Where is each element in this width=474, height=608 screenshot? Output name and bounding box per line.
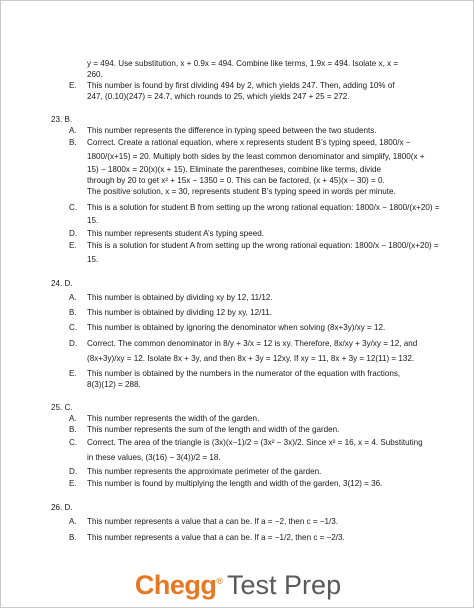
explanation-text: Correct. Create a rational equation, where x represents student B’s typing speed, 1800/x −	[87, 138, 411, 147]
question-number: 24. D.	[51, 279, 73, 288]
explanation-text: This number represents a value that a can be. If a = −2, then c = −1/3.	[87, 517, 339, 526]
explanation-text: 260.	[87, 70, 103, 79]
registered-mark: ®	[216, 576, 224, 586]
explanation-text: This number is obtained by the numbers in the numerator of the equation with fractions,	[87, 369, 401, 378]
choice-letter: E.	[69, 81, 77, 90]
explanation-text: This number represents the difference in typing speed between the two students.	[87, 126, 377, 135]
explanation-text: y = 494. Use substitution, x + 0.9x = 494. Combine like terms, 1.9x = 494. Isolate x, x =	[87, 59, 399, 68]
choice-letter: A.	[69, 293, 77, 302]
explanation-text: This number is obtained by dividing 12 by xy, 12/11.	[87, 308, 273, 317]
explanation-text: This number represents the approximate perimeter of the garden.	[87, 467, 322, 476]
explanation-text: 15.	[87, 216, 99, 225]
choice-letter: D.	[69, 339, 78, 348]
test-prep-label: Test Prep	[227, 570, 342, 600]
choice-letter: B.	[69, 425, 77, 434]
explanation-text: This number is found by first dividing 494 by 2, which yields 247. Then, adding 10% of	[87, 81, 395, 90]
choice-letter: B.	[69, 533, 77, 542]
choice-letter: C.	[69, 323, 78, 332]
choice-letter: A.	[69, 414, 77, 423]
explanation-text: This number is obtained by ignoring the denominator when solving (8x+3y)/xy = 12.	[87, 323, 386, 332]
explanation-text: Correct. The common denominator in 8/y + 3/x = 12 is xy. Therefore, 8x/xy + 3y/xy = 12, and	[87, 339, 418, 348]
explanation-text: This is a solution for student A from setting up the wrong rational equation: 1800/x − 1800/(x+20) =	[87, 241, 439, 250]
explanation-text: This number is found by multiplying the length and width of the garden, 3(12) = 36.	[87, 479, 383, 488]
choice-letter: C.	[69, 438, 78, 447]
question-number: 25. C.	[51, 403, 73, 412]
explanation-text: 15) − 1800x = 20(x)(x + 15). Eliminate the parentheses, combine like terms, divide	[87, 165, 381, 174]
question-number: 26. D.	[51, 503, 73, 512]
choice-letter: A.	[69, 517, 77, 526]
explanation-text: This number represents the width of the garden.	[87, 414, 260, 423]
explanation-text: This is a solution for student B from setting up the wrong rational equation: 1800/x − 1800/(x+20) =	[87, 203, 440, 212]
explanation-text: This number is obtained by dividing xy by 12, 11/12.	[87, 293, 273, 302]
explanation-text: This number represents the sum of the length and width of the garden.	[87, 425, 340, 434]
explanation-text: 1800/(x+15) = 20. Multiply both sides by the least common denominator and simplify, 1800(x +	[87, 152, 425, 161]
choice-letter: D.	[69, 467, 78, 476]
choice-letter: E.	[69, 241, 77, 250]
explanation-text: The positive solution, x = 30, represents student B’s typing speed in words per minute.	[87, 187, 396, 196]
explanation-text: This number represents a value that a can be. If a = −1/2, then c = −2/3.	[87, 533, 345, 542]
explanation-text: 247, (0.10)(247) = 24.7, which rounds to 25, which yields 247 + 25 = 272.	[87, 92, 350, 101]
explanation-text: This number represents student A’s typing speed.	[87, 229, 264, 238]
explanation-text: 15.	[87, 255, 99, 264]
choice-letter: D.	[69, 229, 78, 238]
choice-letter: B.	[69, 138, 77, 147]
explanation-text: 8(3)(12) = 288.	[87, 380, 141, 389]
explanation-text: through by 20 to get x² + 15x − 1350 = 0. This can be factored, (x + 45)(x − 30) = 0.	[87, 176, 385, 185]
choice-letter: C.	[69, 203, 78, 212]
chegg-brand: Chegg	[134, 570, 217, 600]
choice-letter: E.	[69, 479, 77, 488]
choice-letter: E.	[69, 369, 77, 378]
explanation-text: Correct. The area of the triangle is (3x)(x−1)/2 = (3x² − 3x)/2. Since x² = 16, x = 4. Substituting	[87, 438, 423, 447]
explanation-text: in these values, (3(16) − 3(4))/2 = 18.	[87, 453, 221, 462]
chegg-test-prep-logo	[1, 563, 474, 599]
choice-letter: B.	[69, 308, 77, 317]
question-number: 23. B.	[51, 115, 73, 124]
explanation-text: (8x+3y)/xy = 12. Isolate 8x + 3y, and then 8x + 3y = 12xy. If xy = 11, 8x + 3y = 12(11) = 132.	[87, 354, 415, 363]
choice-letter: A.	[69, 126, 77, 135]
